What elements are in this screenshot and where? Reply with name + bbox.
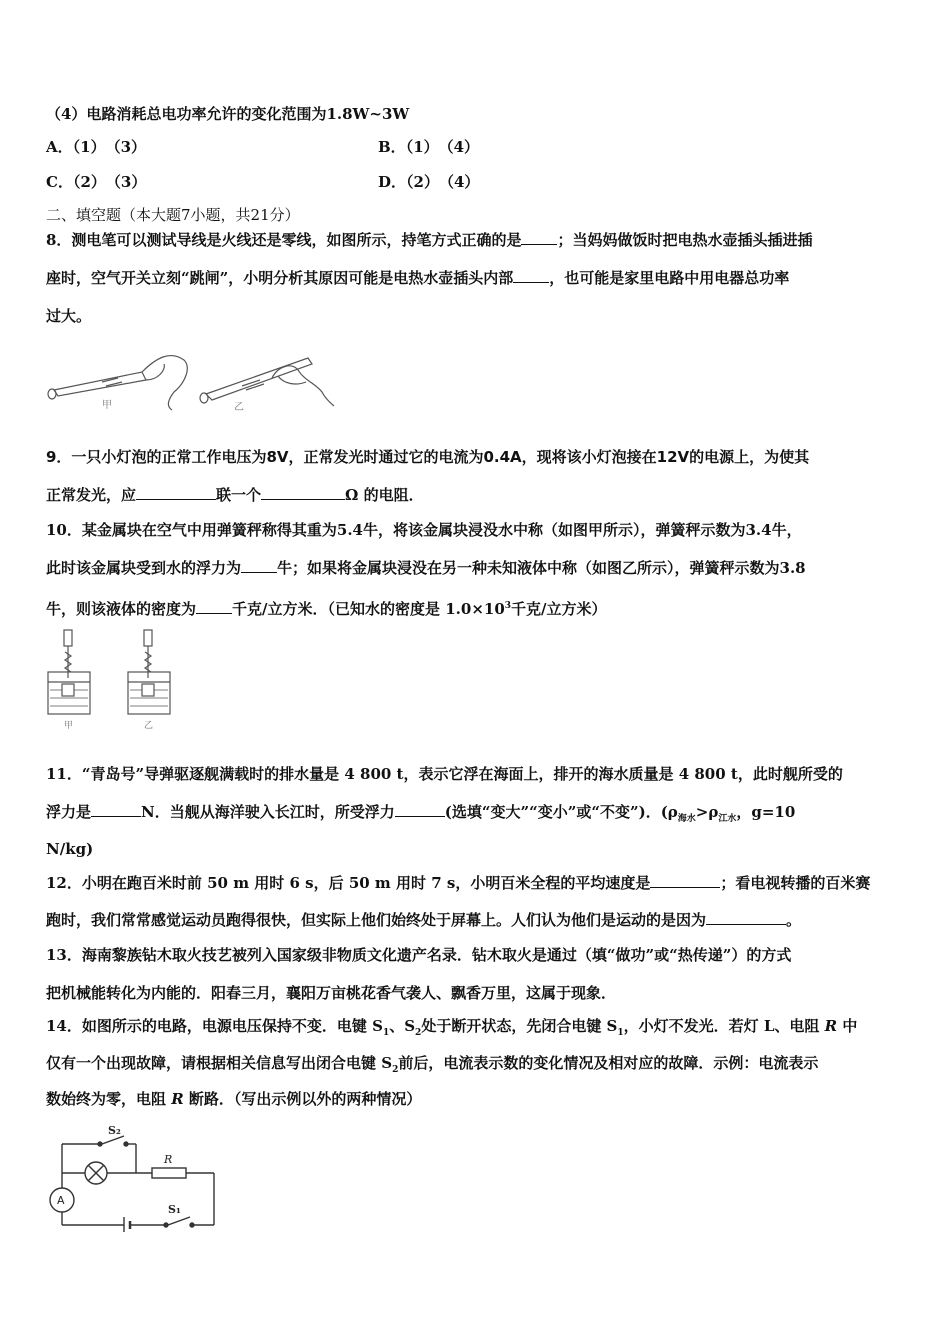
option-text: （1） （4） xyxy=(405,138,480,156)
q8-text: 8．测电笔可以测试导线是火线还是零线，如图所示，持笔方式正确的是 xyxy=(46,231,522,249)
answer-blank[interactable] xyxy=(706,910,786,925)
fig-label-left: 甲 xyxy=(64,721,74,731)
q14-text: 断路．（写出示例以外的两种情况） xyxy=(183,1090,422,1108)
subscript: 海水 xyxy=(677,814,696,824)
answer-blank[interactable] xyxy=(650,873,720,888)
q10-line2 xyxy=(46,558,806,578)
q12-line1 xyxy=(46,873,870,893)
q8-text: ；当妈妈做饭时把电热水壶插头插进插 xyxy=(557,231,813,249)
q14-text: 仅有一个出现故障，请根据相关信息写出闭合电键 S xyxy=(46,1054,393,1072)
q13-line1: 13．海南黎族钻木取火技艺被列入国家级非物质文化遗产名录．钻木取火是通过（填“做功”或“热传递”）的方式 xyxy=(46,946,792,964)
q10-text: 牛，则该液体的密度为 xyxy=(46,600,197,618)
option-letter: B． xyxy=(378,138,406,156)
subscript: 1 xyxy=(617,1028,624,1038)
q14-text: 中 xyxy=(837,1017,858,1035)
q11-text: ，g=10 xyxy=(736,803,796,821)
option-letter: A． xyxy=(46,138,73,156)
circuit-figure xyxy=(40,1118,224,1232)
answer-blank[interactable] xyxy=(241,558,277,573)
q9-line1: 9．一只小灯泡的正常工作电压为8V，正常发光时通过它的电流为0.4A，现将该小灯泡接在12V的电源上，为使其 xyxy=(46,448,810,466)
q11-line3: N/kg) xyxy=(46,840,94,858)
q7-option-b xyxy=(378,137,479,157)
section-heading: 二、填空题（本大题7小题，共21分） xyxy=(46,206,300,224)
q7-option-d xyxy=(378,172,479,192)
s2-label: S₂ xyxy=(108,1124,121,1137)
fig-label-right: 乙 xyxy=(234,402,244,412)
option-letter: C． xyxy=(46,173,73,191)
q14-text: 处于断开状态，先闭合电键 S xyxy=(421,1017,618,1035)
subscript: 2 xyxy=(415,1028,422,1038)
q11-text: 浮力是 xyxy=(46,803,92,821)
option-letter: D． xyxy=(378,173,407,191)
q10-text: 千克/立方米） xyxy=(511,600,607,618)
q9-text: Ω 的电阻． xyxy=(345,486,424,504)
answer-blank[interactable] xyxy=(91,802,141,817)
answer-blank[interactable] xyxy=(395,802,445,817)
q13-line2: 把机械能转化为内能的．阳春三月，襄阳万亩桃花香气袭人、飘香万里，这属于现象． xyxy=(46,984,617,1002)
q9-line2 xyxy=(46,485,424,505)
q14-text: 前后，电流表示数的变化情况及相对应的故障．示例：电流表示 xyxy=(398,1054,819,1072)
answer-blank[interactable] xyxy=(513,268,549,283)
resistor-symbol: R xyxy=(171,1090,184,1108)
q14-line3 xyxy=(46,1089,421,1109)
q11-line1: 11．“青岛号”导弹驱逐舰满载时的排水量是 4 800 t，表示它浮在海面上，排开的海水质量是 4 800 t，此时舰所受的 xyxy=(46,765,843,783)
q9-text: 正常发光，应 xyxy=(46,486,137,504)
r-label: R xyxy=(164,1153,173,1166)
option-text: （2） （4） xyxy=(406,173,480,191)
q7-item4: （4）电路消耗总电功率允许的变化范围为1.8W~3W xyxy=(46,105,410,123)
fig-label-right: 乙 xyxy=(144,721,154,731)
q10-text: 牛；如果将金属块浸没在另一种未知液体中称（如图乙所示），弹簧秤示数为3.8 xyxy=(277,559,806,577)
q12-text: 12．小明在跑百米时前 50 m 用时 6 s，后 50 m 用时 7 s，小明百米全程的平均速度是 xyxy=(46,874,651,892)
q8-text: ，也可能是家里电路中用电器总功率 xyxy=(549,269,790,287)
q12-text: 跑时，我们常常感觉运动员跑得很快，但实际上他们始终处于屏幕上。人们认为他们是运动的是因为 xyxy=(46,911,707,929)
resistor-symbol: R xyxy=(824,1017,838,1035)
subscript: 2 xyxy=(392,1065,399,1075)
answer-blank[interactable] xyxy=(196,599,232,614)
answer-blank[interactable] xyxy=(261,485,345,500)
q8-line3: 过大。 xyxy=(46,307,92,325)
subscript: 江水 xyxy=(718,814,737,824)
q9-text: 联一个 xyxy=(216,486,262,504)
q11-text: (选填“变大”“变小”或“不变”)．(ρ xyxy=(444,803,678,821)
q12-text: 。 xyxy=(786,911,802,929)
q14-text: 数始终为零，电阻 xyxy=(46,1090,172,1108)
fig-label-left: 甲 xyxy=(102,400,112,411)
superscript: 3 xyxy=(504,601,512,611)
test-pen-figure xyxy=(46,340,336,412)
q14-text: 、S xyxy=(389,1017,416,1035)
q11-text: >ρ xyxy=(695,803,719,821)
s1-label: S₁ xyxy=(168,1203,181,1216)
q7-option-a xyxy=(46,137,146,157)
q10-text: 千克/立方米．（已知水的密度是 1.0×10 xyxy=(232,600,505,618)
option-text: （2） （3） xyxy=(72,173,147,191)
q12-line2 xyxy=(46,910,801,930)
q7-option-c xyxy=(46,172,146,192)
q8-line1 xyxy=(46,230,812,250)
ammeter-label: A xyxy=(57,1194,65,1207)
q10-text: 此时该金属块受到水的浮力为 xyxy=(46,559,242,577)
q14-text: 14．如图所示的电路，电源电压保持不变．电键 S xyxy=(46,1017,383,1035)
q10-line3 xyxy=(46,596,607,619)
q8-line2 xyxy=(46,268,789,288)
q8-text: 座时，空气开关立刻“跳闸”，小明分析其原因可能是电热水壶插头内部 xyxy=(46,269,514,287)
subscript: 1 xyxy=(382,1028,390,1038)
q11-text: N．当舰从海洋驶入长江时，所受浮力 xyxy=(141,803,395,821)
q11-line2 xyxy=(46,802,795,829)
answer-blank[interactable] xyxy=(136,485,216,500)
q14-line2 xyxy=(46,1053,818,1080)
q10-line1: 10．某金属块在空气中用弹簧秤称得其重为5.4牛，将该金属块浸没水中称（如图甲所示），弹簧秤示数为3.4牛， xyxy=(46,521,802,539)
answer-blank[interactable] xyxy=(521,230,557,245)
option-text: （1） （3） xyxy=(72,138,147,156)
spring-scale-figure xyxy=(46,628,176,732)
q14-text: ，小灯不发光．若灯 L、电阻 xyxy=(623,1017,825,1035)
q14-line1 xyxy=(46,1016,857,1043)
q12-text: ；看电视转播的百米赛 xyxy=(720,874,871,892)
